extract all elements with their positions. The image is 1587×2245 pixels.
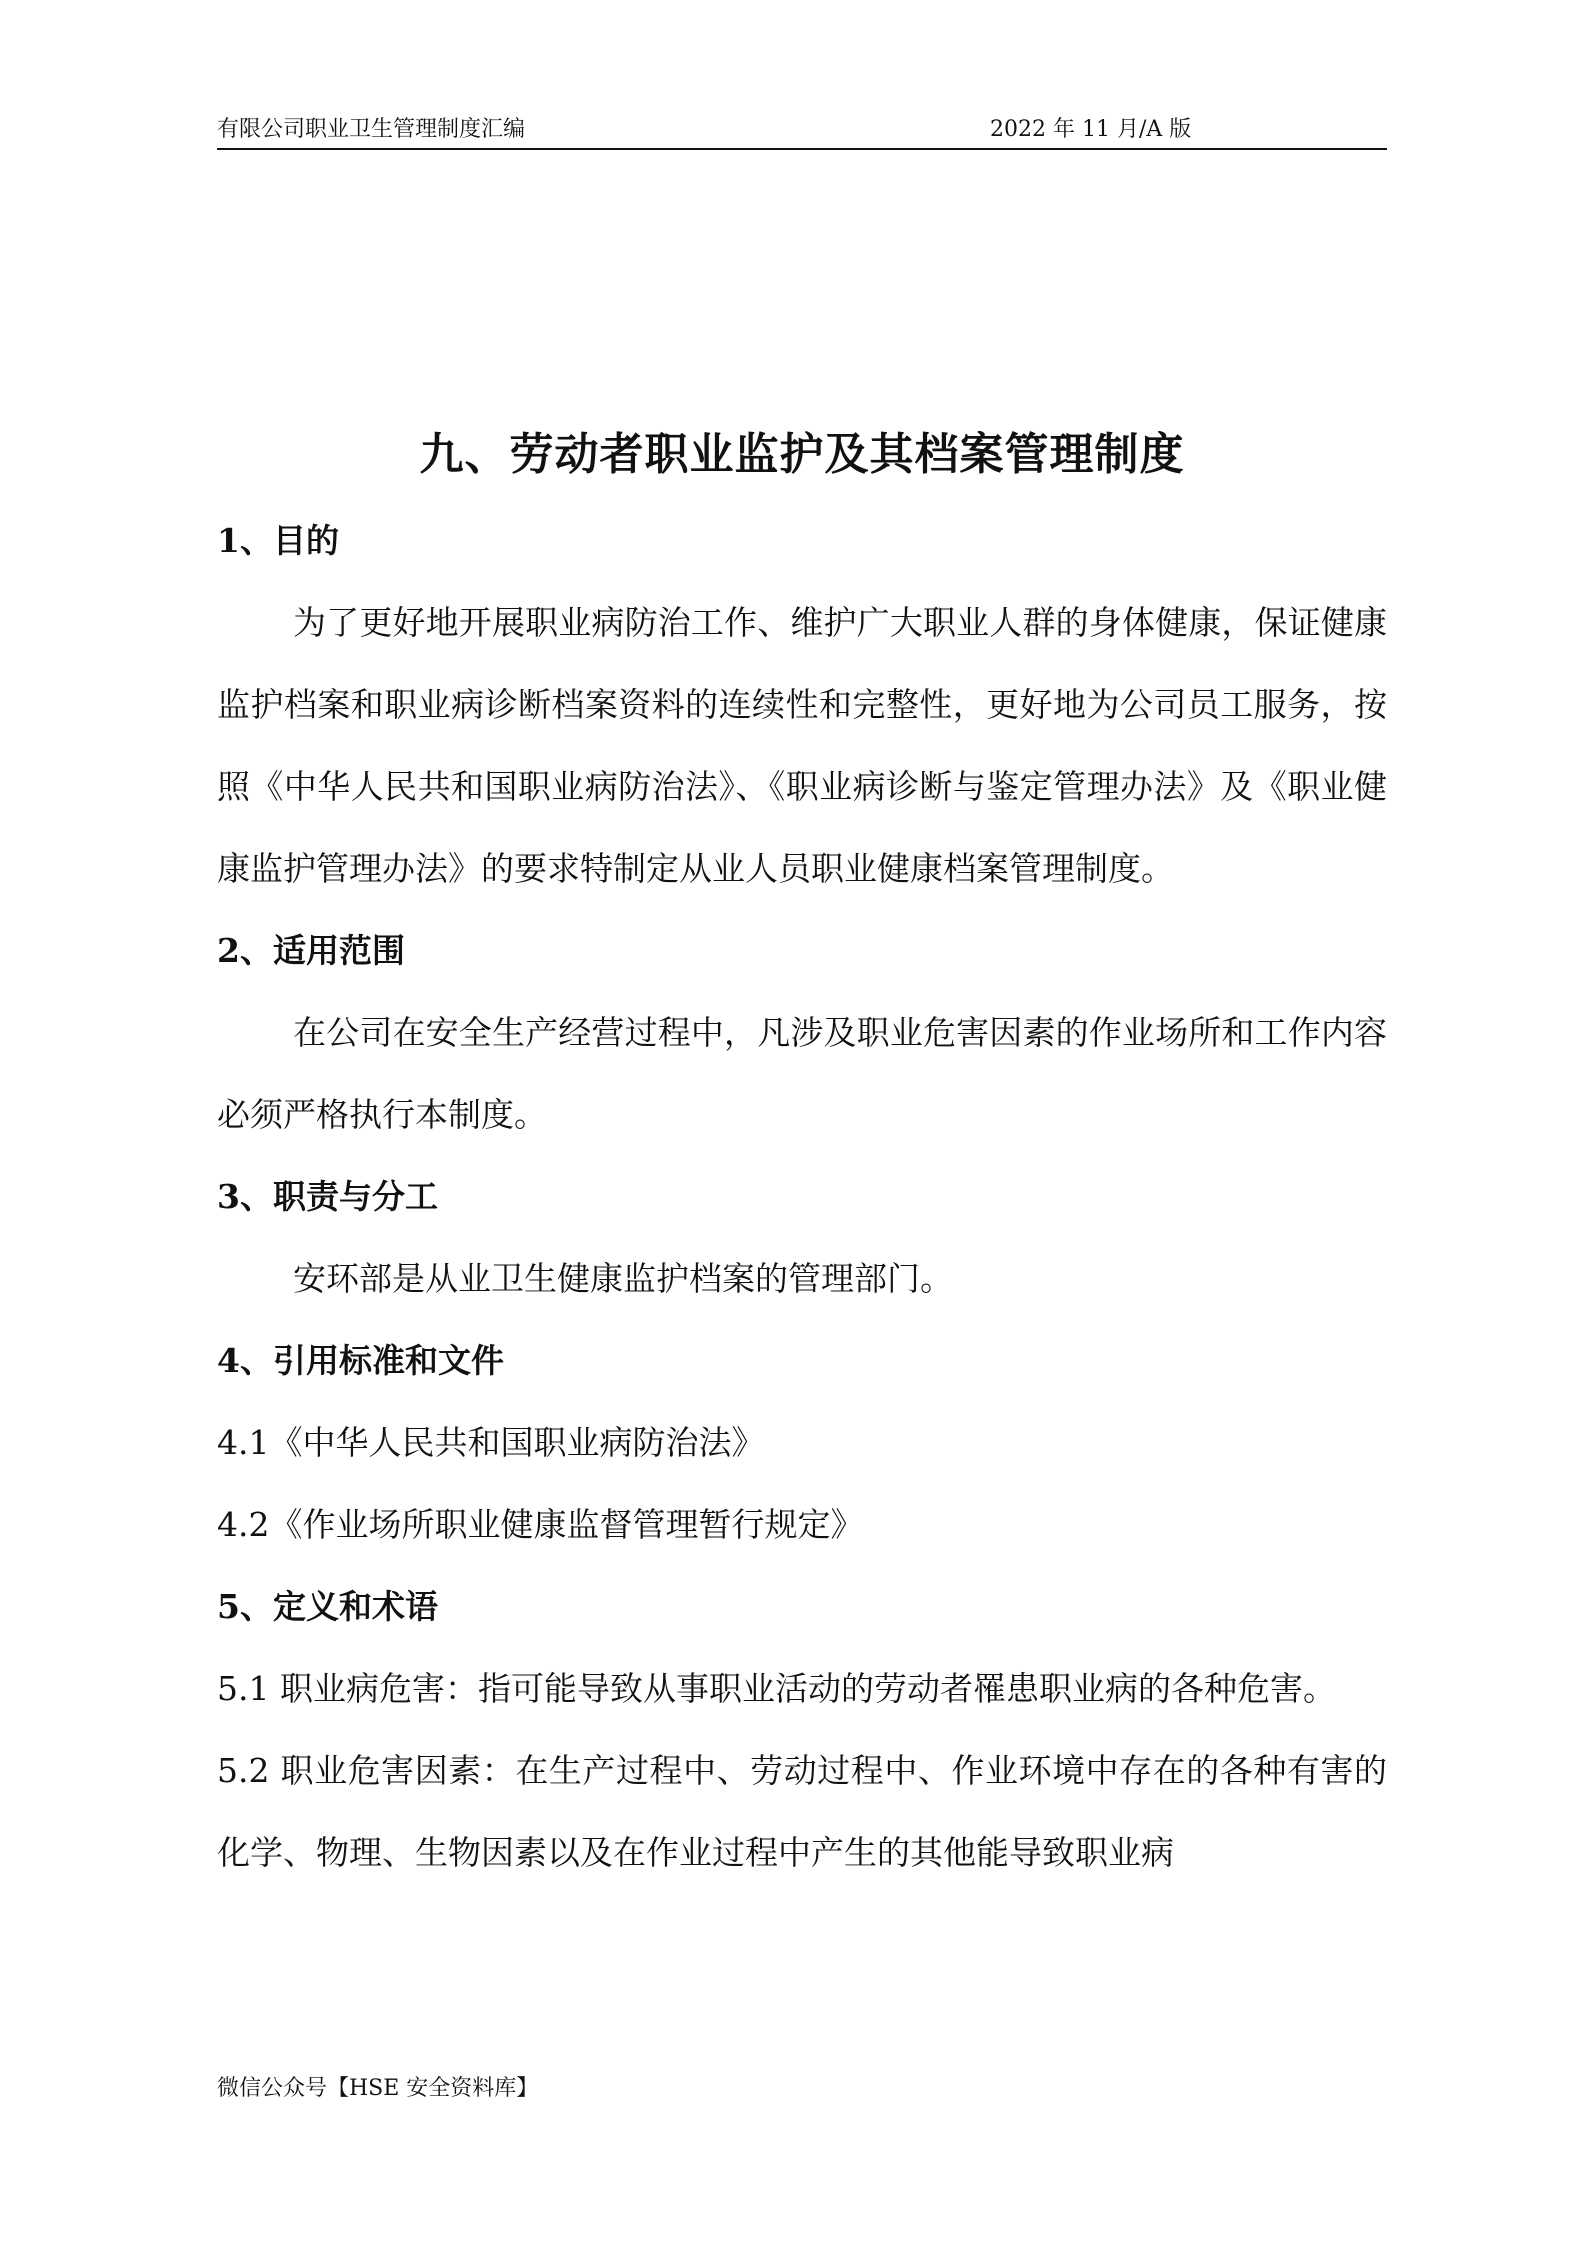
reference-item: 4.1《中华人民共和国职业病防治法》 [217, 1423, 765, 1462]
section-body-scope: 在公司在安全生产经营过程中，凡涉及职业危害因素的作业场所和工作内容必须严格执行本制度。 [217, 1013, 1387, 1134]
reference-item: 4.2《作业场所职业健康监督管理暂行规定》 [217, 1505, 864, 1544]
section-heading-references: 4、引用标准和文件 [217, 1341, 504, 1380]
chapter-title: 九、劳动者职业监护及其档案管理制度 [419, 429, 1185, 480]
header-document-title: 有限公司职业卫生管理制度汇编 [217, 117, 526, 142]
document-body [217, 500, 1387, 1894]
definition-item: 5.2 职业危害因素：在生产过程中、劳动过程中、作业环境中存在的各种有害的化学、物理、生物因素以及在作业过程中产生的其他能导致职业病 [217, 1751, 1387, 1872]
section-body-responsibilities: 安环部是从业卫生健康监护档案的管理部门。 [293, 1259, 953, 1298]
page-footer: 微信公众号【HSE 安全资料库】 [217, 2076, 539, 2101]
definition-item: 5.1 职业病危害：指可能导致从事职业活动的劳动者罹患职业病的各种危害。 [217, 1669, 1336, 1708]
section-body-purpose: 为了更好地开展职业病防治工作、维护广大职业人群的身体健康，保证健康监护档案和职业病诊断档案资料的连续性和完整性，更好地为公司员工服务，按照《中华人民共和国职业病防治法》、《职业病诊断与鉴定管理办法》及《职业健康监护管理办法》的要求特制定从业人员职业健康档案管理制度。 [217, 603, 1387, 888]
section-heading-purpose: 1、目的 [217, 521, 339, 560]
page-header [217, 112, 1387, 150]
section-heading-scope: 2、适用范围 [217, 931, 405, 970]
section-heading-definitions: 5、定义和术语 [217, 1587, 438, 1626]
section-heading-responsibilities: 3、职责与分工 [217, 1177, 438, 1216]
header-version-date: 2022 年 11 月/A 版 [990, 117, 1192, 142]
